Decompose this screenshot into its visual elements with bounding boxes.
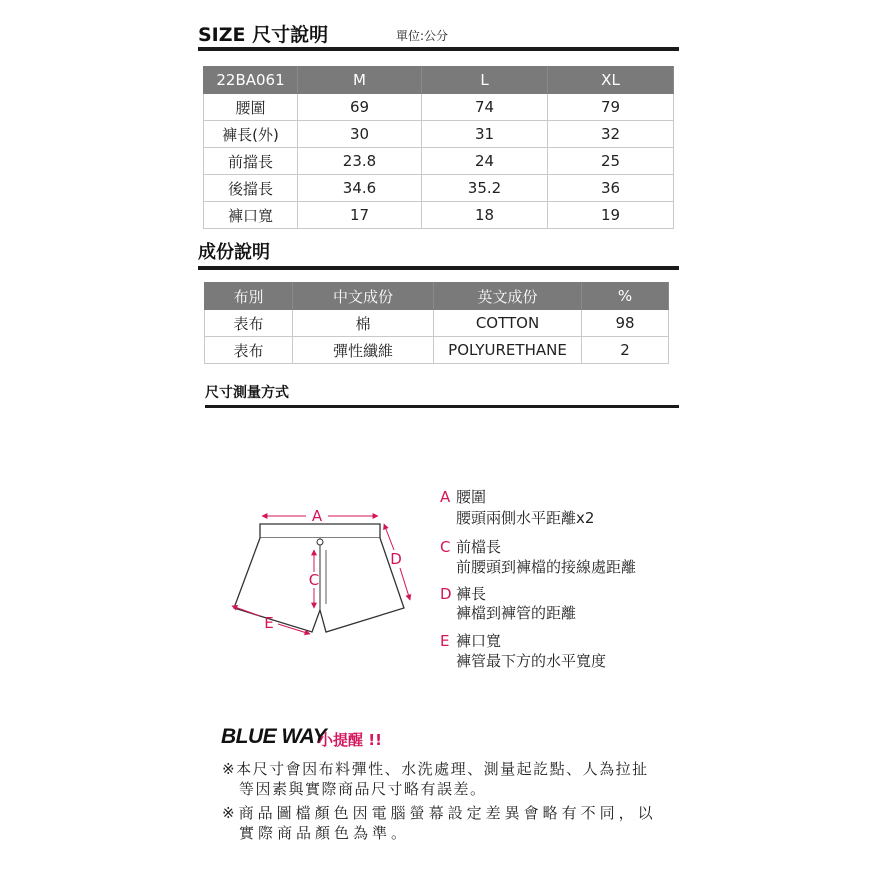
- size-l-header: L: [422, 67, 548, 94]
- legend-desc-e: 褲管最下方的水平寬度: [456, 652, 607, 670]
- cell-value: 17: [298, 202, 422, 229]
- diagram-label-c: C: [308, 571, 320, 589]
- cell-value: 69: [298, 94, 422, 121]
- size-m-header: M: [298, 67, 422, 94]
- legend-letter: A: [440, 488, 451, 506]
- row-label: 褲長(外): [204, 121, 298, 148]
- style-code-header: 22BA061: [204, 67, 298, 94]
- composition-table: [204, 282, 669, 364]
- note-2-line-2: 實際商品顏色為準。: [239, 824, 411, 842]
- legend-letter: D: [440, 585, 452, 603]
- cell-value: 18: [422, 202, 548, 229]
- cell-value: 98: [582, 310, 669, 337]
- table-row: [204, 175, 674, 202]
- legend-name: 褲長: [456, 585, 487, 603]
- percent-header: %: [582, 283, 669, 310]
- composition-section-rule: [198, 266, 679, 270]
- size-table-header: [204, 67, 674, 94]
- table-row: [204, 148, 674, 175]
- cell-value: 30: [298, 121, 422, 148]
- legend-name: 腰圍: [456, 488, 487, 506]
- unit-label: 單位:公分: [396, 29, 449, 43]
- legend-item-a: [440, 486, 486, 507]
- table-row: [204, 94, 674, 121]
- cell-value: 24: [422, 148, 548, 175]
- size-section-title: SIZE 尺寸說明: [198, 24, 329, 46]
- measure-section-title: 尺寸測量方式: [205, 385, 289, 401]
- cell-value: 36: [548, 175, 674, 202]
- note-2-line-1: ※商品圖檔顏色因電腦螢幕設定差異會略有不同，以: [222, 804, 657, 822]
- row-label: 腰圍: [204, 94, 298, 121]
- note-1-line-1: ※本尺寸會因布料彈性、水洗處理、測量起訖點、人為拉扯: [222, 760, 649, 778]
- composition-table-header: [205, 283, 669, 310]
- cell-value: POLYURETHANE: [434, 337, 582, 364]
- cell-value: 棉: [293, 310, 434, 337]
- table-row: [204, 121, 674, 148]
- note-1-line-2: 等因素與實際商品尺寸略有誤差。: [239, 780, 487, 798]
- cell-value: 表布: [205, 337, 293, 364]
- diagram-label-a: A: [311, 507, 323, 525]
- cell-value: 79: [548, 94, 674, 121]
- row-label: 前擋長: [204, 148, 298, 175]
- legend-name: 褲口寬: [456, 632, 502, 650]
- cell-value: 35.2: [422, 175, 548, 202]
- size-section-rule: [198, 47, 679, 51]
- table-row: [205, 310, 669, 337]
- diagram-label-e: E: [264, 614, 274, 632]
- brand-logo: BLUE WAY: [221, 725, 327, 748]
- legend-desc-d: 褲檔到褲管的距離: [456, 604, 577, 622]
- measure-section-rule: [205, 405, 679, 408]
- shorts-measurement-diagram: [222, 500, 422, 640]
- cell-value: 彈性纖維: [293, 337, 434, 364]
- cell-value: 2: [582, 337, 669, 364]
- table-row: [205, 337, 669, 364]
- cell-value: 25: [548, 148, 674, 175]
- diagram-label-d: D: [390, 550, 402, 568]
- table-row: [204, 202, 674, 229]
- reminder-title: 小提醒 !!: [318, 731, 382, 749]
- legend-desc-a: 腰頭兩側水平距離x2: [456, 509, 595, 527]
- legend-item-d: [440, 583, 486, 604]
- composition-section-title: 成份說明: [198, 242, 270, 263]
- cell-value: 19: [548, 202, 674, 229]
- legend-desc-c: 前腰頭到褲檔的接線處距離: [456, 558, 637, 576]
- cell-value: 32: [548, 121, 674, 148]
- english-composition-header: 英文成份: [434, 283, 582, 310]
- fabric-type-header: 布別: [205, 283, 293, 310]
- cell-value: 34.6: [298, 175, 422, 202]
- legend-letter: E: [440, 632, 450, 650]
- cell-value: 31: [422, 121, 548, 148]
- chinese-composition-header: 中文成份: [293, 283, 434, 310]
- legend-item-c: [440, 536, 501, 557]
- cell-value: 表布: [205, 310, 293, 337]
- cell-value: 74: [422, 94, 548, 121]
- size-table: [203, 66, 674, 229]
- legend-name: 前檔長: [456, 538, 502, 556]
- legend-item-e: [440, 630, 501, 651]
- row-label: 褲口寬: [204, 202, 298, 229]
- cell-value: COTTON: [434, 310, 582, 337]
- size-xl-header: XL: [548, 67, 674, 94]
- legend-letter: C: [440, 538, 451, 556]
- cell-value: 23.8: [298, 148, 422, 175]
- row-label: 後擋長: [204, 175, 298, 202]
